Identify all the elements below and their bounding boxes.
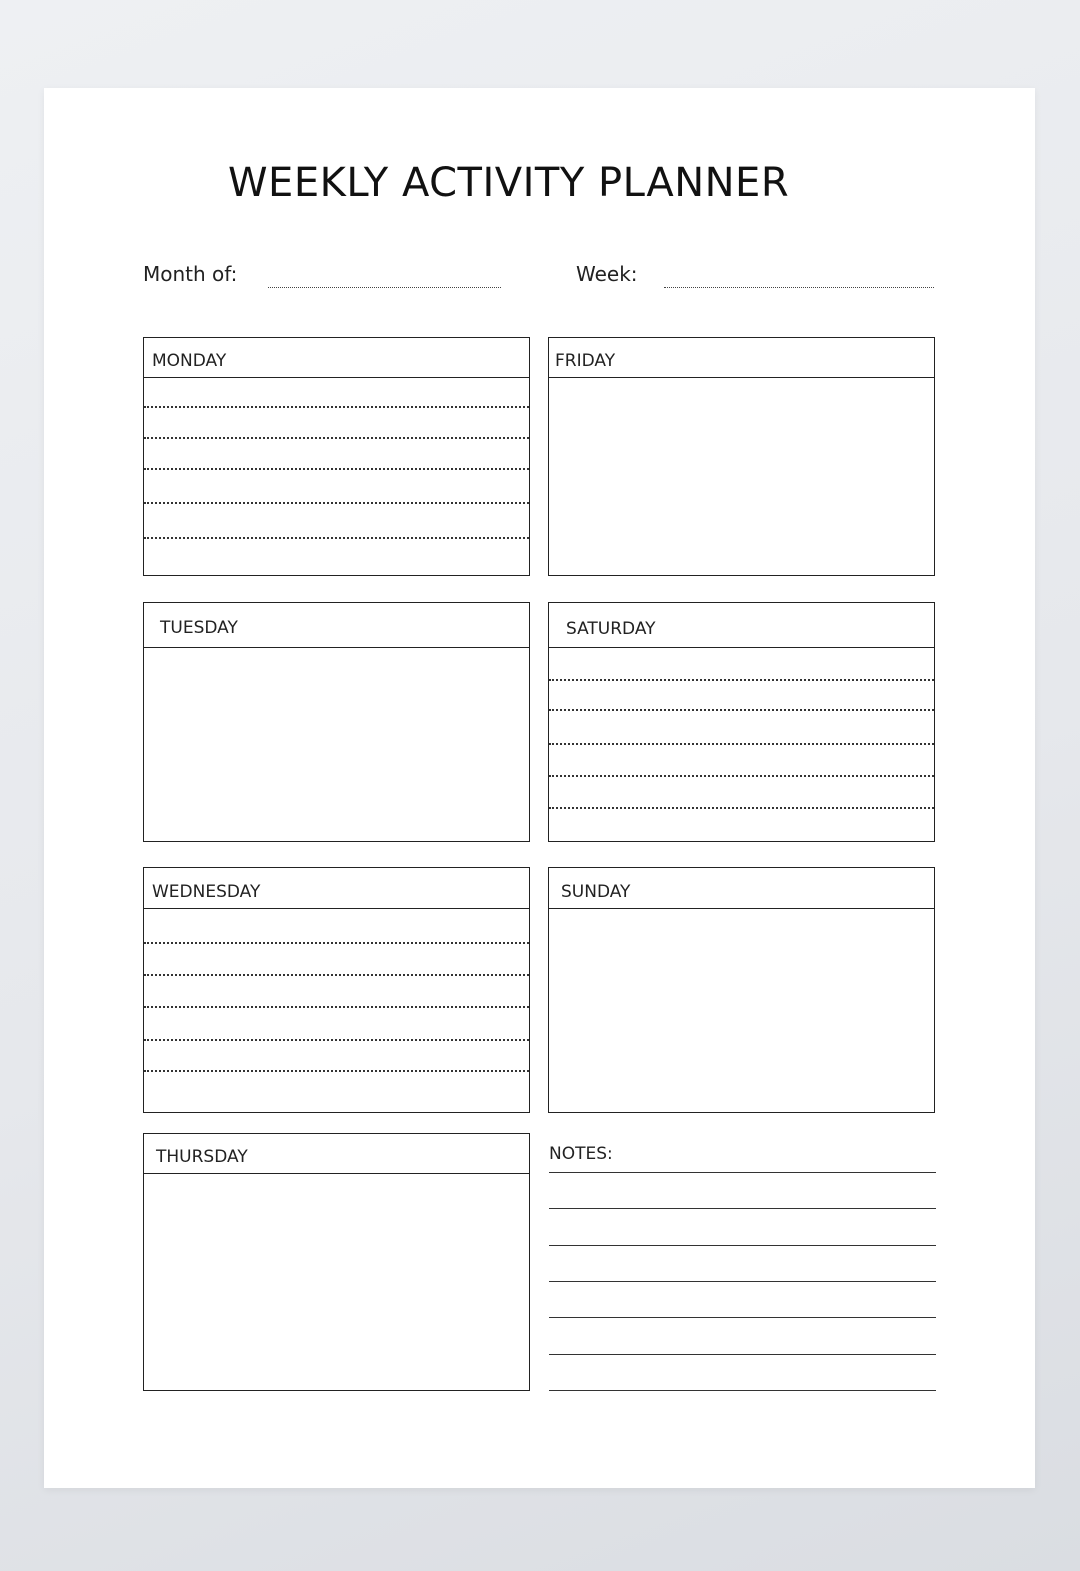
saturday-line <box>549 709 934 711</box>
tuesday-header <box>144 603 529 648</box>
monday-label: MONDAY <box>152 351 227 371</box>
thursday-box[interactable] <box>143 1133 530 1391</box>
notes-line[interactable] <box>549 1245 936 1246</box>
wednesday-header <box>144 868 529 909</box>
monday-line <box>144 468 529 470</box>
sunday-label: SUNDAY <box>561 882 631 902</box>
month-label: Month of: <box>143 262 238 286</box>
notes-line[interactable] <box>549 1317 936 1318</box>
tuesday-label: TUESDAY <box>160 618 238 638</box>
wednesday-box[interactable] <box>143 867 530 1113</box>
friday-header <box>549 338 934 378</box>
week-field[interactable] <box>664 287 934 288</box>
friday-label: FRIDAY <box>555 351 616 371</box>
notes-label: NOTES: <box>549 1144 613 1164</box>
monday-box[interactable] <box>143 337 530 576</box>
saturday-line <box>549 807 934 809</box>
monday-header <box>144 338 529 378</box>
notes-line[interactable] <box>549 1172 936 1173</box>
wednesday-line <box>144 1039 529 1041</box>
saturday-label: SATURDAY <box>566 619 656 639</box>
wednesday-line <box>144 942 529 944</box>
notes-line[interactable] <box>549 1281 936 1282</box>
tuesday-box[interactable] <box>143 602 530 842</box>
wednesday-label: WEDNESDAY <box>152 882 261 902</box>
monday-line <box>144 502 529 504</box>
sunday-box[interactable] <box>548 867 935 1113</box>
saturday-box[interactable] <box>548 602 935 842</box>
thursday-header <box>144 1134 529 1174</box>
notes-line[interactable] <box>549 1390 936 1391</box>
saturday-line <box>549 775 934 777</box>
friday-box[interactable] <box>548 337 935 576</box>
page-title: WEEKLY ACTIVITY PLANNER <box>228 160 790 206</box>
monday-line <box>144 437 529 439</box>
monday-line <box>144 537 529 539</box>
thursday-label: THURSDAY <box>156 1147 248 1167</box>
notes-line[interactable] <box>549 1354 936 1355</box>
notes-line[interactable] <box>549 1208 936 1209</box>
week-label: Week: <box>576 262 638 286</box>
month-field[interactable] <box>268 287 501 288</box>
wednesday-line <box>144 974 529 976</box>
saturday-header <box>549 603 934 648</box>
saturday-line <box>549 679 934 681</box>
saturday-line <box>549 743 934 745</box>
sunday-header <box>549 868 934 909</box>
monday-line <box>144 406 529 408</box>
wednesday-line <box>144 1006 529 1008</box>
wednesday-line <box>144 1070 529 1072</box>
